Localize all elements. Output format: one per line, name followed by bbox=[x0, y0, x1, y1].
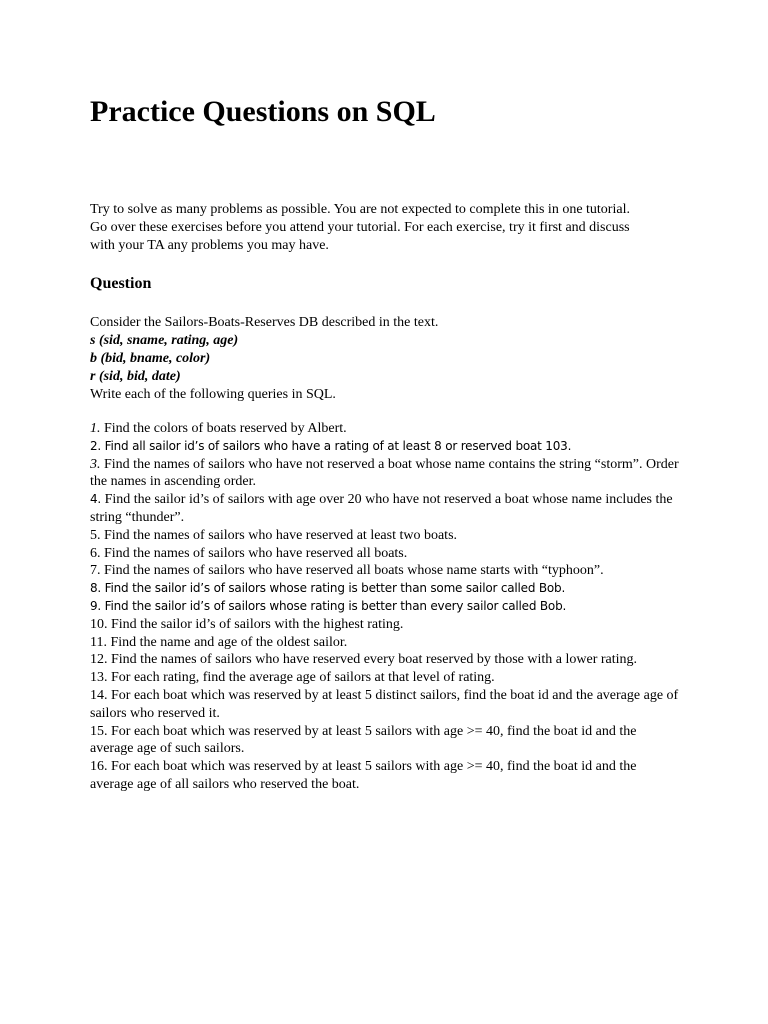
question-text: For each rating, find the average age of sailors at that level of rating. bbox=[107, 670, 495, 686]
question-text: Find the names of sailors who have not reserved a boat whose name contains the string “storm”. Order the names in ascending order. bbox=[90, 456, 679, 490]
question-text: For each boat which was reserved by at least 5 distinct sailors, find the boat id and the average age of sailors who reserved it. bbox=[90, 687, 679, 721]
question-text: Find the sailor id’s of sailors with age over 20 who have not reserved a boat whose name includes the string “thunder”. bbox=[90, 492, 673, 525]
question-text: Find the sailor id’s of sailors whose rating is better than some sailor called Bob. bbox=[101, 581, 566, 596]
question-number: 7. bbox=[90, 563, 101, 579]
question-item bbox=[90, 491, 680, 527]
question-item bbox=[90, 634, 680, 652]
question-item bbox=[90, 580, 680, 598]
question-item bbox=[90, 420, 680, 438]
question-number: 2. bbox=[90, 438, 102, 453]
question-item bbox=[90, 562, 680, 580]
task-instruction: Write each of the following queries in SQL. bbox=[90, 387, 336, 402]
question-text: Find the colors of boats reserved by Albert. bbox=[100, 421, 347, 436]
question-text: Find the sailor id’s of sailors whose rating is better than every sailor called Bob. bbox=[101, 598, 567, 613]
question-item bbox=[90, 723, 680, 759]
question-number: 15. bbox=[90, 723, 108, 739]
intro-line: Go over these exercises before you attend your tutorial. For each exercise, try it first and discuss bbox=[90, 220, 630, 235]
schema-block bbox=[90, 314, 680, 404]
question-number: 13. bbox=[90, 670, 108, 686]
question-text: For each boat which was reserved by at least 5 sailors with age >= 40, find the boat id and the average age of all sailors who reserved the boat. bbox=[90, 759, 637, 792]
relation-sailors: s (sid, sname, rating, age) bbox=[90, 333, 239, 348]
question-number: 1. bbox=[90, 421, 101, 436]
question-number: 16. bbox=[90, 759, 108, 775]
question-text: Find the names of sailors who have reserved all boats. bbox=[100, 545, 408, 561]
question-number: 5. bbox=[90, 527, 101, 543]
intro-line: Try to solve as many problems as possible. You are not expected to complete this in one tutorial. bbox=[90, 202, 630, 217]
question-text: Find all sailor id’s of sailors who have a rating of at least 8 or reserved boat 103. bbox=[101, 438, 572, 453]
page-title: Practice Questions on SQL bbox=[90, 95, 436, 128]
question-item bbox=[90, 616, 680, 634]
question-item bbox=[90, 758, 680, 794]
question-number: 8. bbox=[90, 581, 102, 596]
question-item bbox=[90, 687, 680, 723]
question-number: 3. bbox=[90, 456, 101, 472]
question-number: 10. bbox=[90, 616, 108, 632]
question-item bbox=[90, 456, 680, 492]
relation-reserves: r (sid, bid, date) bbox=[90, 369, 181, 384]
question-list bbox=[90, 420, 680, 794]
question-item bbox=[90, 527, 680, 545]
question-text: Find the names of sailors who have reserved at least two boats. bbox=[100, 527, 458, 543]
section-heading: Question bbox=[90, 275, 152, 292]
question-item bbox=[90, 438, 680, 456]
question-item bbox=[90, 545, 680, 563]
question-item bbox=[90, 598, 680, 616]
relation-boats: b (bid, bname, color) bbox=[90, 351, 211, 366]
question-number: 6. bbox=[90, 545, 101, 561]
question-text: Find the sailor id’s of sailors with the highest rating. bbox=[107, 616, 404, 632]
intro-paragraph bbox=[90, 201, 680, 255]
question-text: For each boat which was reserved by at least 5 sailors with age >= 40, find the boat id and the average age of such sailors. bbox=[90, 723, 637, 757]
question-item bbox=[90, 651, 680, 669]
question-number: 11. bbox=[90, 634, 107, 650]
question-text: Find the name and age of the oldest sailor. bbox=[106, 634, 348, 650]
question-item bbox=[90, 669, 680, 687]
question-text: Find the names of sailors who have reserved every boat reserved by those with a lower rating. bbox=[107, 652, 638, 668]
question-text: Find the names of sailors who have reserved all boats whose name starts with “typhoon”. bbox=[100, 563, 604, 579]
question-number: 9. bbox=[90, 598, 102, 613]
schema-intro: Consider the Sailors-Boats-Reserves DB described in the text. bbox=[90, 315, 439, 330]
question-number: 12. bbox=[90, 652, 108, 668]
question-number: 4. bbox=[90, 492, 102, 507]
intro-line: with your TA any problems you may have. bbox=[90, 238, 329, 253]
question-number: 14. bbox=[90, 687, 108, 703]
